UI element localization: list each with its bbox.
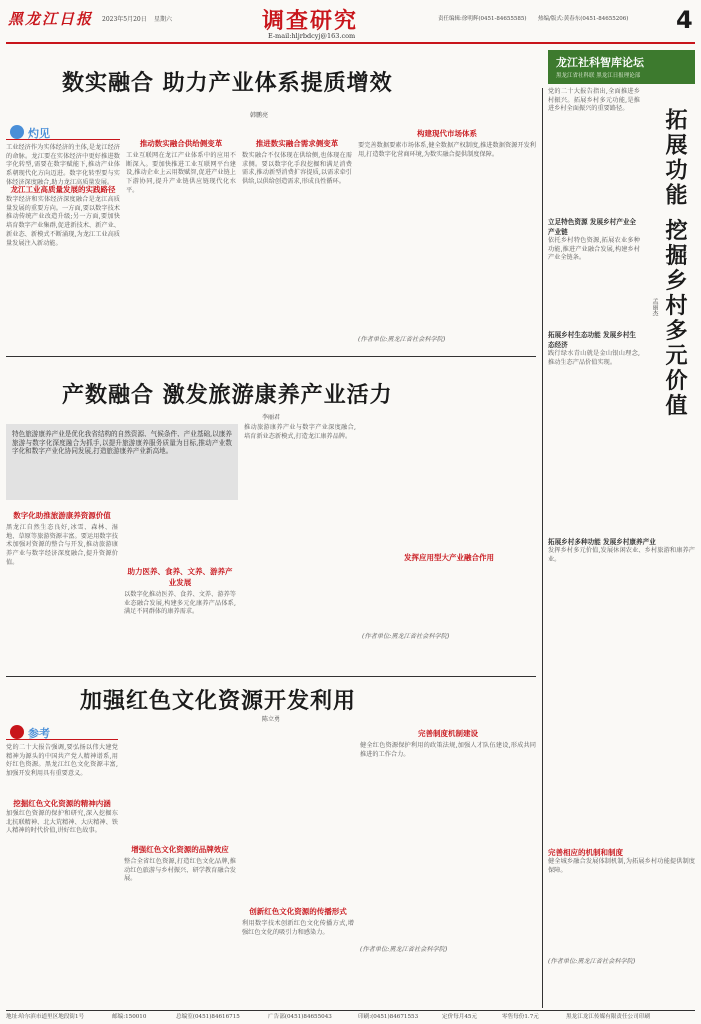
footnote: (作者单位:黑龙江省社会科学院) (548, 958, 636, 965)
paragraph: 推动旅游康养产业与数字产业深度融合,培育新业态新模式,打造龙江康养品牌。 (244, 424, 356, 440)
paragraph: 依托乡村特色资源,拓展农业多种功能,推进产业融合发展,构建乡村产业全链条。 (548, 237, 640, 262)
intro-label-box (6, 124, 120, 140)
section-heading: 完善制度机制建设 (418, 729, 478, 738)
footer-office: 广告部(0451)84655043 (268, 1014, 332, 1020)
article2-col4 (362, 424, 536, 670)
flame-icon (10, 125, 24, 139)
intro-label: 参考 (28, 727, 50, 740)
paragraph: 要完善数据要素市场体系,健全数据产权制度,推进数据资源开发利用,打造数字化营商环境,为数实融合提供制度保障。 (358, 142, 536, 158)
article2-author: 李丽君 (262, 414, 281, 421)
section-heading: 拓展乡村生态功能 发展乡村生态经济 (548, 331, 637, 349)
section-heading: 增强红色文化资源的品牌效应 (131, 845, 229, 854)
date: 2023年5月20日 (102, 16, 147, 23)
paragraph: 践行绿水青山就是金山银山理念,推动生态产品价值实现。 (548, 350, 640, 366)
section-heading: 龙江工业高质量发展的实践路径 (10, 185, 116, 194)
footnote: (作者单位:黑龙江省社会科学院) (360, 946, 448, 953)
article4 (548, 88, 695, 1008)
section-heading: 数字化助推旅游康养资源价值 (13, 511, 111, 520)
section-title: 调查研究 (262, 9, 359, 34)
footer-price: 定价每月45元 (442, 1014, 478, 1020)
intro-label: 灼见 (28, 127, 50, 140)
section-heading: 创新红色文化资源的传播形式 (249, 907, 347, 916)
article4-title: 拓展功能 挖掘乡村多元价值 (662, 108, 687, 419)
article2-col2 (124, 506, 236, 670)
footer (6, 1012, 695, 1022)
article1-title: 数实融合 助力产业体系提质增效 (62, 71, 393, 96)
editor: 责任编辑:徐明辉(0451-84655585) (438, 16, 527, 22)
paragraph: 工业互联网在龙江产业体系中的应用不断深入。要加快推进工业互联网平台建设,推动企业上云用数赋智,促进产业链上下游协同,提升产业链供应链现代化水平。 (126, 152, 236, 194)
article4-body-lower (548, 534, 695, 1004)
article3-col2 (124, 724, 236, 1008)
article1-col4 (358, 124, 536, 352)
section-heading: 拓展乡村多种功能 发展乡村康养产业 (548, 538, 656, 546)
article2-col1 (6, 506, 118, 670)
weekday: 星期六 (154, 16, 173, 23)
article1-author: 韩鹏亮 (250, 112, 269, 119)
paragraph: 黑龙江自然生态良好,冰雪、森林、湿地、草原等旅游资源丰富。要运用数字技术加强对资源的整合与开发,推动旅游康养产业与数字经济深度融合,提升资源价值。 (6, 524, 118, 566)
paper-name: 黑龙江日报 (8, 10, 94, 28)
email: E-mail:hljrbdcyj@163.com (268, 32, 356, 40)
page-number: 4 (676, 6, 693, 34)
section-heading: 构建现代市场体系 (417, 129, 477, 138)
article2-col3 (244, 424, 356, 670)
forum-subtitle: 黑龙江省社科联 黑龙江日报理论部 (556, 73, 641, 79)
intro-text: 工业经济作为实体经济的主体,是龙江经济的命脉。龙江要在实体经济中更好推进数字化转型,需要在数字赋能下,推动产业体系朝现代化方向迈进。数字化转型要与实体经济深度融合,助力龙江高质量发展。 (6, 144, 120, 186)
footnote: (作者单位:黑龙江省社会科学院) (362, 633, 450, 640)
article3-author: 陈立勇 (262, 716, 281, 723)
article2-lead-box (6, 424, 238, 500)
section-heading: 推动数实融合供给侧变革 (139, 139, 223, 148)
section-heading: 发挥应用型大产业融合作用 (404, 553, 494, 562)
paragraph: 健全城乡融合发展体制机制,为拓展乡村功能提供制度保障。 (548, 858, 695, 874)
article3-col4 (360, 724, 536, 1008)
intro-text: 党的二十大报告强调,要弘扬以伟大建党精神为源头的中国共产党人精神谱系,用好红色资源。黑龙江红色文化资源丰富,加强开发利用具有重要意义。 (6, 744, 118, 778)
article3-intro-box (6, 724, 118, 1008)
section-heading: 助力医养、食养、文养、游养产业发展 (127, 567, 233, 587)
section-heading: 挖掘红色文化资源的精神内涵 (13, 799, 111, 808)
article3-title: 加强红色文化资源开发利用 (80, 688, 357, 714)
designer: 热编/版式:黄春东(0451-84655206) (538, 16, 629, 22)
paragraph: 健全红色资源保护利用的政策法规,加强人才队伍建设,形成共同推进的工作合力。 (360, 742, 536, 758)
forum-title: 龙江社科智库论坛 (556, 56, 644, 69)
section-heading: 立足特色资源 发展乡村产业全产业链 (548, 218, 637, 236)
article3-col3 (242, 724, 354, 1008)
article2-title: 产数融合 激发旅游康养产业活力 (62, 383, 393, 408)
masthead (6, 4, 695, 42)
article1-intro-box (6, 124, 120, 352)
footer-paper-no: 零售每份1.7元 (502, 1014, 539, 1020)
paragraph: 发挥乡村多元价值,发展休闲农业、乡村旅游和康养产业。 (548, 547, 695, 563)
paragraph: 以数字化推动医养、食养、文养、游养等业态融合发展,构建多元化康养产品体系,满足不同群体的康养需求。 (124, 591, 236, 616)
footer-address: 地址:哈尔滨市道里区地段街1号 (6, 1014, 85, 1020)
paragraph: 利用数字技术创新红色文化传播方式,增强红色文化的吸引力和感染力。 (242, 920, 354, 936)
footer-ad-dept: 总编室(0451)84616715 (176, 1014, 240, 1020)
section-heading: 推进数实融合需求侧变革 (255, 139, 339, 148)
intro-label-box (6, 724, 118, 740)
bookmark-icon (10, 725, 24, 739)
forum-banner (548, 50, 695, 84)
paragraph: 数字经济和实体经济深度融合是龙江高质量发展的重要方向。一方面,要以数字技术推动传统产业改造升级;另一方面,要加快培育数字产业集群,促进新技术、新产业、新业态、新模式不断涌现,为龙江工业高质量发展注入新动能。 (6, 196, 120, 247)
paragraph: 整合全省红色资源,打造红色文化品牌,推动红色旅游与乡村振兴、研学教育融合发展。 (124, 858, 236, 883)
footer-zip: 邮编:150010 (112, 1014, 147, 1020)
article1-col2 (126, 124, 236, 352)
footer-print: 印刷:(0451)84671553 (358, 1014, 419, 1020)
paragraph: 加强红色资源的保护和研究,深入挖掘东北抗联精神、北大荒精神、大庆精神、铁人精神的时代价值,讲好红色故事。 (6, 810, 118, 835)
article1-col3 (242, 124, 352, 352)
lead-text: 特色旅游康养产业是优化我省结构的自然资源、气候条件、产业基础,以康养旅游与数字化深度融合为抓手,以提升旅游康养服务质量为目标,推动产业数字化和数字产业化协同发展,打造旅游康养产业新高地。 (12, 430, 232, 456)
footer-printer: 黑龙江龙江传媒有限责任公司印刷 (566, 1014, 650, 1020)
footnote: (作者单位:黑龙江省社会科学院) (358, 336, 446, 343)
section-heading: 完善相应的机制和制度 (548, 848, 623, 857)
paragraph: 数实融合不仅体现在供给侧,也体现在需求侧。要以数字化手段挖掘和满足消费需求,推动新型消费扩容提质,以需求牵引供给,以供给创造需求,形成良性循环。 (242, 152, 352, 186)
article4-body (548, 214, 640, 524)
article4-author: 孟丽杰 (651, 298, 658, 316)
paragraph: 党的二十大报告指出,全面推进乡村振兴。拓展乡村多元功能,是推进乡村全面振兴的重要路径。 (548, 88, 640, 113)
